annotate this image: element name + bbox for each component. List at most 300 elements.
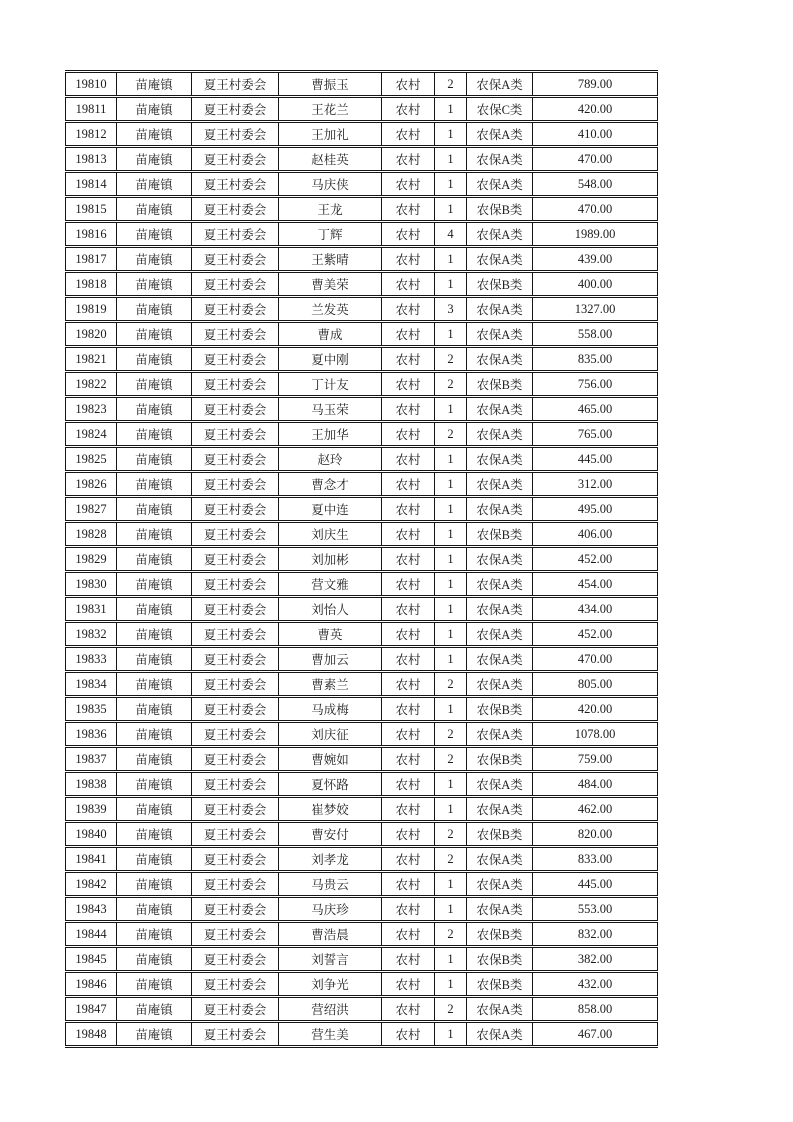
table-row xyxy=(66,547,658,572)
cell-residence-type: 农村 xyxy=(382,947,435,972)
cell-person-count: 1 xyxy=(435,797,467,822)
cell-person-count: 2 xyxy=(435,72,467,97)
cell-serial-number: 19818 xyxy=(66,272,117,297)
cell-township: 苗庵镇 xyxy=(117,197,192,222)
cell-insurance-category: 农保A类 xyxy=(467,297,533,322)
table-row xyxy=(66,97,658,122)
cell-amount: 820.00 xyxy=(533,822,658,847)
cell-person-count: 1 xyxy=(435,147,467,172)
cell-amount: 558.00 xyxy=(533,322,658,347)
cell-insurance-category: 农保A类 xyxy=(467,597,533,622)
cell-village-committee: 夏王村委会 xyxy=(192,172,279,197)
cell-person-count: 1 xyxy=(435,572,467,597)
cell-village-committee: 夏王村委会 xyxy=(192,147,279,172)
cell-township: 苗庵镇 xyxy=(117,72,192,97)
cell-serial-number: 19815 xyxy=(66,197,117,222)
table-row xyxy=(66,122,658,147)
cell-person-count: 1 xyxy=(435,972,467,997)
cell-person-count: 1 xyxy=(435,1022,467,1047)
cell-serial-number: 19840 xyxy=(66,822,117,847)
cell-township: 苗庵镇 xyxy=(117,797,192,822)
cell-insurance-category: 农保A类 xyxy=(467,247,533,272)
cell-residence-type: 农村 xyxy=(382,997,435,1022)
cell-insurance-category: 农保B类 xyxy=(467,947,533,972)
cell-person-name: 王花兰 xyxy=(279,97,382,122)
table-row xyxy=(66,447,658,472)
cell-township: 苗庵镇 xyxy=(117,397,192,422)
cell-township: 苗庵镇 xyxy=(117,872,192,897)
cell-residence-type: 农村 xyxy=(382,972,435,997)
cell-serial-number: 19846 xyxy=(66,972,117,997)
cell-person-name: 刘誓言 xyxy=(279,947,382,972)
table-body xyxy=(66,72,658,1047)
cell-village-committee: 夏王村委会 xyxy=(192,372,279,397)
cell-village-committee: 夏王村委会 xyxy=(192,597,279,622)
cell-serial-number: 19837 xyxy=(66,747,117,772)
cell-township: 苗庵镇 xyxy=(117,747,192,772)
cell-person-name: 曹英 xyxy=(279,622,382,647)
cell-village-committee: 夏王村委会 xyxy=(192,847,279,872)
table-row xyxy=(66,172,658,197)
cell-township: 苗庵镇 xyxy=(117,272,192,297)
cell-amount: 445.00 xyxy=(533,872,658,897)
cell-person-count: 1 xyxy=(435,647,467,672)
cell-insurance-category: 农保B类 xyxy=(467,922,533,947)
cell-person-name: 曹美荣 xyxy=(279,272,382,297)
cell-amount: 382.00 xyxy=(533,947,658,972)
table-row xyxy=(66,272,658,297)
cell-serial-number: 19843 xyxy=(66,897,117,922)
cell-person-count: 1 xyxy=(435,697,467,722)
cell-person-count: 2 xyxy=(435,347,467,372)
cell-person-count: 1 xyxy=(435,97,467,122)
cell-insurance-category: 农保A类 xyxy=(467,422,533,447)
cell-residence-type: 农村 xyxy=(382,297,435,322)
cell-serial-number: 19824 xyxy=(66,422,117,447)
cell-village-committee: 夏王村委会 xyxy=(192,472,279,497)
table-row xyxy=(66,872,658,897)
cell-amount: 452.00 xyxy=(533,547,658,572)
cell-amount: 835.00 xyxy=(533,347,658,372)
cell-amount: 410.00 xyxy=(533,122,658,147)
table-row xyxy=(66,772,658,797)
cell-person-count: 1 xyxy=(435,597,467,622)
cell-amount: 858.00 xyxy=(533,997,658,1022)
cell-township: 苗庵镇 xyxy=(117,472,192,497)
cell-residence-type: 农村 xyxy=(382,897,435,922)
cell-person-count: 2 xyxy=(435,922,467,947)
cell-serial-number: 19825 xyxy=(66,447,117,472)
payment-records-table xyxy=(65,70,658,1048)
cell-serial-number: 19820 xyxy=(66,322,117,347)
cell-person-count: 1 xyxy=(435,122,467,147)
cell-serial-number: 19847 xyxy=(66,997,117,1022)
cell-township: 苗庵镇 xyxy=(117,672,192,697)
cell-township: 苗庵镇 xyxy=(117,247,192,272)
cell-amount: 420.00 xyxy=(533,697,658,722)
cell-serial-number: 19813 xyxy=(66,147,117,172)
cell-serial-number: 19829 xyxy=(66,547,117,572)
cell-village-committee: 夏王村委会 xyxy=(192,72,279,97)
cell-residence-type: 农村 xyxy=(382,222,435,247)
cell-residence-type: 农村 xyxy=(382,522,435,547)
cell-residence-type: 农村 xyxy=(382,97,435,122)
cell-village-committee: 夏王村委会 xyxy=(192,122,279,147)
cell-person-count: 1 xyxy=(435,247,467,272)
cell-insurance-category: 农保B类 xyxy=(467,747,533,772)
cell-insurance-category: 农保A类 xyxy=(467,572,533,597)
cell-village-committee: 夏王村委会 xyxy=(192,397,279,422)
cell-amount: 832.00 xyxy=(533,922,658,947)
cell-person-name: 夏中连 xyxy=(279,497,382,522)
cell-township: 苗庵镇 xyxy=(117,422,192,447)
cell-serial-number: 19823 xyxy=(66,397,117,422)
cell-village-committee: 夏王村委会 xyxy=(192,422,279,447)
cell-village-committee: 夏王村委会 xyxy=(192,697,279,722)
cell-amount: 759.00 xyxy=(533,747,658,772)
cell-person-name: 刘庆生 xyxy=(279,522,382,547)
cell-person-count: 2 xyxy=(435,672,467,697)
cell-insurance-category: 农保B类 xyxy=(467,972,533,997)
cell-person-name: 王加礼 xyxy=(279,122,382,147)
cell-residence-type: 农村 xyxy=(382,672,435,697)
table-row xyxy=(66,572,658,597)
table-row xyxy=(66,297,658,322)
cell-residence-type: 农村 xyxy=(382,597,435,622)
cell-insurance-category: 农保C类 xyxy=(467,97,533,122)
cell-serial-number: 19835 xyxy=(66,697,117,722)
cell-residence-type: 农村 xyxy=(382,872,435,897)
cell-residence-type: 农村 xyxy=(382,647,435,672)
cell-township: 苗庵镇 xyxy=(117,297,192,322)
cell-person-count: 1 xyxy=(435,872,467,897)
cell-amount: 1078.00 xyxy=(533,722,658,747)
table-row xyxy=(66,397,658,422)
cell-person-count: 2 xyxy=(435,422,467,447)
cell-village-committee: 夏王村委会 xyxy=(192,672,279,697)
cell-insurance-category: 农保A类 xyxy=(467,472,533,497)
cell-person-name: 刘加彬 xyxy=(279,547,382,572)
cell-insurance-category: 农保B类 xyxy=(467,372,533,397)
cell-serial-number: 19841 xyxy=(66,847,117,872)
cell-person-name: 曹成 xyxy=(279,322,382,347)
cell-township: 苗庵镇 xyxy=(117,622,192,647)
cell-township: 苗庵镇 xyxy=(117,372,192,397)
cell-township: 苗庵镇 xyxy=(117,347,192,372)
cell-insurance-category: 农保A类 xyxy=(467,222,533,247)
cell-township: 苗庵镇 xyxy=(117,547,192,572)
cell-amount: 470.00 xyxy=(533,147,658,172)
cell-township: 苗庵镇 xyxy=(117,122,192,147)
cell-insurance-category: 农保B类 xyxy=(467,272,533,297)
cell-serial-number: 19810 xyxy=(66,72,117,97)
cell-township: 苗庵镇 xyxy=(117,322,192,347)
cell-person-count: 1 xyxy=(435,772,467,797)
cell-insurance-category: 农保A类 xyxy=(467,997,533,1022)
cell-township: 苗庵镇 xyxy=(117,1022,192,1047)
cell-person-name: 王紫晴 xyxy=(279,247,382,272)
cell-amount: 1327.00 xyxy=(533,297,658,322)
cell-amount: 439.00 xyxy=(533,247,658,272)
table-row xyxy=(66,322,658,347)
cell-residence-type: 农村 xyxy=(382,172,435,197)
cell-person-name: 兰发英 xyxy=(279,297,382,322)
table-row xyxy=(66,822,658,847)
cell-residence-type: 农村 xyxy=(382,822,435,847)
cell-insurance-category: 农保A类 xyxy=(467,447,533,472)
cell-township: 苗庵镇 xyxy=(117,722,192,747)
cell-township: 苗庵镇 xyxy=(117,772,192,797)
cell-residence-type: 农村 xyxy=(382,272,435,297)
cell-insurance-category: 农保A类 xyxy=(467,122,533,147)
cell-person-count: 1 xyxy=(435,272,467,297)
table-row xyxy=(66,522,658,547)
cell-person-count: 2 xyxy=(435,747,467,772)
cell-person-name: 曹婉如 xyxy=(279,747,382,772)
cell-serial-number: 19832 xyxy=(66,622,117,647)
table-row xyxy=(66,797,658,822)
cell-person-count: 2 xyxy=(435,372,467,397)
cell-village-committee: 夏王村委会 xyxy=(192,197,279,222)
cell-serial-number: 19848 xyxy=(66,1022,117,1047)
cell-insurance-category: 农保A类 xyxy=(467,547,533,572)
cell-residence-type: 农村 xyxy=(382,547,435,572)
cell-person-name: 刘争光 xyxy=(279,972,382,997)
cell-serial-number: 19828 xyxy=(66,522,117,547)
cell-serial-number: 19817 xyxy=(66,247,117,272)
table-row xyxy=(66,347,658,372)
cell-village-committee: 夏王村委会 xyxy=(192,722,279,747)
table-row xyxy=(66,747,658,772)
cell-person-name: 马玉荣 xyxy=(279,397,382,422)
cell-person-name: 曹振玉 xyxy=(279,72,382,97)
cell-insurance-category: 农保A类 xyxy=(467,1022,533,1047)
cell-insurance-category: 农保A类 xyxy=(467,147,533,172)
table-row xyxy=(66,647,658,672)
cell-village-committee: 夏王村委会 xyxy=(192,897,279,922)
cell-village-committee: 夏王村委会 xyxy=(192,997,279,1022)
cell-serial-number: 19822 xyxy=(66,372,117,397)
cell-insurance-category: 农保B类 xyxy=(467,697,533,722)
cell-township: 苗庵镇 xyxy=(117,647,192,672)
table-row xyxy=(66,997,658,1022)
cell-insurance-category: 农保A类 xyxy=(467,347,533,372)
cell-serial-number: 19836 xyxy=(66,722,117,747)
cell-residence-type: 农村 xyxy=(382,197,435,222)
cell-township: 苗庵镇 xyxy=(117,172,192,197)
table-row xyxy=(66,897,658,922)
cell-township: 苗庵镇 xyxy=(117,972,192,997)
cell-serial-number: 19826 xyxy=(66,472,117,497)
cell-serial-number: 19814 xyxy=(66,172,117,197)
cell-person-count: 3 xyxy=(435,297,467,322)
table-row xyxy=(66,472,658,497)
cell-village-committee: 夏王村委会 xyxy=(192,322,279,347)
cell-serial-number: 19842 xyxy=(66,872,117,897)
cell-township: 苗庵镇 xyxy=(117,897,192,922)
cell-residence-type: 农村 xyxy=(382,697,435,722)
cell-village-committee: 夏王村委会 xyxy=(192,872,279,897)
table-row xyxy=(66,922,658,947)
cell-serial-number: 19844 xyxy=(66,922,117,947)
cell-person-name: 夏中刚 xyxy=(279,347,382,372)
cell-amount: 553.00 xyxy=(533,897,658,922)
cell-village-committee: 夏王村委会 xyxy=(192,622,279,647)
cell-insurance-category: 农保A类 xyxy=(467,797,533,822)
cell-township: 苗庵镇 xyxy=(117,97,192,122)
cell-residence-type: 农村 xyxy=(382,422,435,447)
cell-person-count: 1 xyxy=(435,397,467,422)
cell-residence-type: 农村 xyxy=(382,622,435,647)
cell-person-name: 曹加云 xyxy=(279,647,382,672)
cell-residence-type: 农村 xyxy=(382,247,435,272)
cell-township: 苗庵镇 xyxy=(117,947,192,972)
cell-village-committee: 夏王村委会 xyxy=(192,447,279,472)
cell-amount: 470.00 xyxy=(533,197,658,222)
cell-township: 苗庵镇 xyxy=(117,822,192,847)
cell-amount: 467.00 xyxy=(533,1022,658,1047)
cell-amount: 1989.00 xyxy=(533,222,658,247)
cell-amount: 484.00 xyxy=(533,772,658,797)
cell-insurance-category: 农保A类 xyxy=(467,397,533,422)
cell-person-count: 1 xyxy=(435,322,467,347)
cell-serial-number: 19833 xyxy=(66,647,117,672)
cell-serial-number: 19834 xyxy=(66,672,117,697)
cell-amount: 400.00 xyxy=(533,272,658,297)
cell-person-name: 刘孝龙 xyxy=(279,847,382,872)
cell-serial-number: 19816 xyxy=(66,222,117,247)
cell-amount: 420.00 xyxy=(533,97,658,122)
cell-person-name: 崔梦姣 xyxy=(279,797,382,822)
cell-township: 苗庵镇 xyxy=(117,447,192,472)
cell-serial-number: 19821 xyxy=(66,347,117,372)
cell-amount: 833.00 xyxy=(533,847,658,872)
cell-residence-type: 农村 xyxy=(382,472,435,497)
cell-residence-type: 农村 xyxy=(382,122,435,147)
cell-residence-type: 农村 xyxy=(382,497,435,522)
cell-village-committee: 夏王村委会 xyxy=(192,497,279,522)
cell-person-name: 马贵云 xyxy=(279,872,382,897)
table-row xyxy=(66,622,658,647)
cell-insurance-category: 农保A类 xyxy=(467,172,533,197)
cell-serial-number: 19811 xyxy=(66,97,117,122)
cell-village-committee: 夏王村委会 xyxy=(192,922,279,947)
cell-person-name: 刘怡人 xyxy=(279,597,382,622)
cell-residence-type: 农村 xyxy=(382,322,435,347)
cell-person-count: 2 xyxy=(435,847,467,872)
cell-person-name: 丁辉 xyxy=(279,222,382,247)
cell-serial-number: 19812 xyxy=(66,122,117,147)
cell-insurance-category: 农保A类 xyxy=(467,497,533,522)
cell-amount: 434.00 xyxy=(533,597,658,622)
table-row xyxy=(66,222,658,247)
cell-person-count: 1 xyxy=(435,197,467,222)
cell-residence-type: 农村 xyxy=(382,147,435,172)
cell-residence-type: 农村 xyxy=(382,572,435,597)
cell-person-name: 马庆珍 xyxy=(279,897,382,922)
table-row xyxy=(66,1022,658,1047)
cell-person-count: 4 xyxy=(435,222,467,247)
cell-person-name: 曹念才 xyxy=(279,472,382,497)
cell-township: 苗庵镇 xyxy=(117,572,192,597)
cell-person-name: 丁计友 xyxy=(279,372,382,397)
cell-person-name: 刘庆征 xyxy=(279,722,382,747)
table-row xyxy=(66,697,658,722)
cell-person-count: 1 xyxy=(435,547,467,572)
cell-insurance-category: 农保A类 xyxy=(467,897,533,922)
cell-person-name: 马庆侠 xyxy=(279,172,382,197)
cell-person-count: 2 xyxy=(435,997,467,1022)
cell-township: 苗庵镇 xyxy=(117,922,192,947)
cell-person-name: 曹浩晨 xyxy=(279,922,382,947)
cell-serial-number: 19819 xyxy=(66,297,117,322)
cell-township: 苗庵镇 xyxy=(117,222,192,247)
cell-village-committee: 夏王村委会 xyxy=(192,822,279,847)
cell-residence-type: 农村 xyxy=(382,772,435,797)
cell-residence-type: 农村 xyxy=(382,797,435,822)
cell-person-name: 王加华 xyxy=(279,422,382,447)
cell-person-name: 营文雅 xyxy=(279,572,382,597)
cell-residence-type: 农村 xyxy=(382,747,435,772)
cell-person-name: 营生美 xyxy=(279,1022,382,1047)
cell-residence-type: 农村 xyxy=(382,72,435,97)
cell-insurance-category: 农保A类 xyxy=(467,872,533,897)
cell-residence-type: 农村 xyxy=(382,1022,435,1047)
table-row xyxy=(66,597,658,622)
cell-amount: 452.00 xyxy=(533,622,658,647)
cell-insurance-category: 农保A类 xyxy=(467,672,533,697)
cell-residence-type: 农村 xyxy=(382,922,435,947)
cell-serial-number: 19845 xyxy=(66,947,117,972)
cell-insurance-category: 农保B类 xyxy=(467,522,533,547)
cell-insurance-category: 农保A类 xyxy=(467,322,533,347)
cell-insurance-category: 农保A类 xyxy=(467,72,533,97)
table-row xyxy=(66,72,658,97)
table-row xyxy=(66,672,658,697)
cell-serial-number: 19827 xyxy=(66,497,117,522)
cell-residence-type: 农村 xyxy=(382,397,435,422)
cell-insurance-category: 农保A类 xyxy=(467,772,533,797)
cell-person-name: 营绍洪 xyxy=(279,997,382,1022)
cell-amount: 495.00 xyxy=(533,497,658,522)
cell-person-count: 1 xyxy=(435,172,467,197)
cell-township: 苗庵镇 xyxy=(117,522,192,547)
cell-village-committee: 夏王村委会 xyxy=(192,772,279,797)
cell-person-count: 2 xyxy=(435,722,467,747)
cell-amount: 789.00 xyxy=(533,72,658,97)
cell-township: 苗庵镇 xyxy=(117,997,192,1022)
cell-village-committee: 夏王村委会 xyxy=(192,97,279,122)
cell-village-committee: 夏王村委会 xyxy=(192,522,279,547)
cell-residence-type: 农村 xyxy=(382,372,435,397)
cell-residence-type: 农村 xyxy=(382,447,435,472)
cell-person-name: 马成梅 xyxy=(279,697,382,722)
table-row xyxy=(66,947,658,972)
cell-village-committee: 夏王村委会 xyxy=(192,1022,279,1047)
cell-amount: 432.00 xyxy=(533,972,658,997)
cell-village-committee: 夏王村委会 xyxy=(192,747,279,772)
cell-amount: 470.00 xyxy=(533,647,658,672)
cell-person-name: 王龙 xyxy=(279,197,382,222)
cell-residence-type: 农村 xyxy=(382,347,435,372)
cell-amount: 765.00 xyxy=(533,422,658,447)
cell-amount: 454.00 xyxy=(533,572,658,597)
cell-amount: 445.00 xyxy=(533,447,658,472)
cell-person-count: 1 xyxy=(435,497,467,522)
cell-village-committee: 夏王村委会 xyxy=(192,947,279,972)
cell-insurance-category: 农保A类 xyxy=(467,622,533,647)
cell-person-count: 1 xyxy=(435,622,467,647)
